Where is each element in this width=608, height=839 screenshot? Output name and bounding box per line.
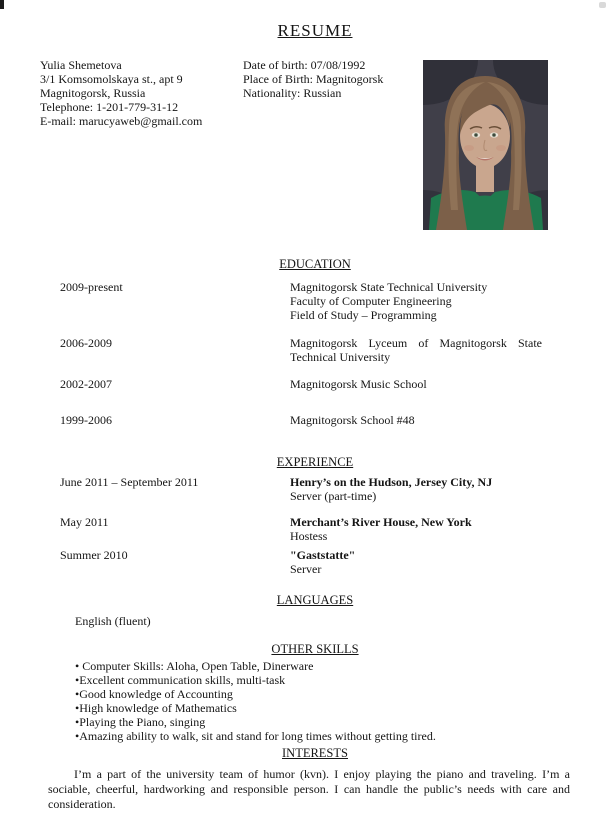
experience-description [290,548,542,576]
experience-entry [32,475,598,503]
education-period: 1999-2006 [60,413,112,427]
skill-item: •High knowledge of Mathematics [75,701,237,715]
experience-period: Summer 2010 [60,548,128,562]
contact-email: E-mail: marucyaweb@gmail.com [40,114,203,128]
place-of-birth: Place of Birth: Magnitogorsk [243,72,384,86]
education-description [290,336,542,364]
skill-item: •Playing the Piano, singing [75,715,206,729]
nationality: Nationality: Russian [243,86,342,100]
contact-address-line1: 3/1 Komsomolskaya st., apt 9 [40,72,183,86]
experience-period: June 2011 – September 2011 [60,475,199,489]
education-entry [32,280,598,322]
education-period: 2002-2007 [60,377,112,391]
experience-description [290,475,542,503]
experience-role: Hostess [290,529,328,543]
section-heading-education: EDUCATION [279,257,351,271]
education-entry [32,336,598,364]
education-period: 2009-present [60,280,123,294]
contact-telephone: Telephone: 1-201-779-31-12 [40,100,179,114]
experience-employer: "Gaststatte" [290,548,356,562]
experience-role: Server (part-time) [290,489,377,503]
interests-paragraph: I’m a part of the university team of humor (kvn). I enjoy playing the piano and traveling. I’m a sociable, cheerful, hardworking and responsible person. I can handle the public’s needs with care and consideration. [48,767,570,811]
skill-item: •Amazing ability to walk, sit and stand for long times without getting tired. [75,729,436,743]
skill-item: •Good knowledge of Accounting [75,687,233,701]
section-heading-other-skills: OTHER SKILLS [271,642,359,656]
experience-role: Server [290,562,322,576]
education-line: Magnitogorsk Lyceum of Magnitogorsk State Technical University [290,336,542,364]
personal-info-block [243,58,383,100]
education-period: 2006-2009 [60,336,112,350]
experience-entry [32,515,598,543]
section-heading-languages: LANGUAGES [276,593,354,607]
education-description [290,413,542,427]
skills-list [75,659,598,743]
experience-period: May 2011 [60,515,109,529]
language-item: English (fluent) [75,614,151,628]
education-entry [32,413,598,427]
education-line: Magnitogorsk Music School [290,377,427,391]
date-of-birth: Date of birth: 07/08/1992 [243,58,366,72]
experience-description [290,515,542,543]
section-heading-interests: INTERESTS [282,746,348,760]
section-heading-experience: EXPERIENCE [276,455,354,469]
education-line: Magnitogorsk School #48 [290,413,415,427]
skill-item: • Computer Skills: Aloha, Open Table, Dinerware [75,659,314,673]
education-description [290,377,542,391]
education-description [290,280,542,322]
photo-collar [467,196,503,231]
education-line: Field of Study – Programming [290,308,437,322]
contact-address-line2: Magnitogorsk, Russia [40,86,146,100]
contact-name: Yulia Shemetova [40,58,122,72]
scan-artifact-top-left [0,0,4,9]
page-title: RESUME [277,21,353,40]
skill-item: •Excellent communication skills, multi-task [75,673,286,687]
education-entry [32,377,598,391]
scan-artifact-top-right [599,2,606,8]
portrait-photo [423,60,548,230]
education-line: Faculty of Computer Engineering [290,294,452,308]
experience-employer: Henry’s on the Hudson, Jersey City, NJ [290,475,493,489]
header-section [32,57,598,229]
contact-block [40,58,202,128]
experience-entry [32,548,598,576]
experience-employer: Merchant’s River House, New York [290,515,472,529]
education-line: Magnitogorsk State Technical University [290,280,488,294]
